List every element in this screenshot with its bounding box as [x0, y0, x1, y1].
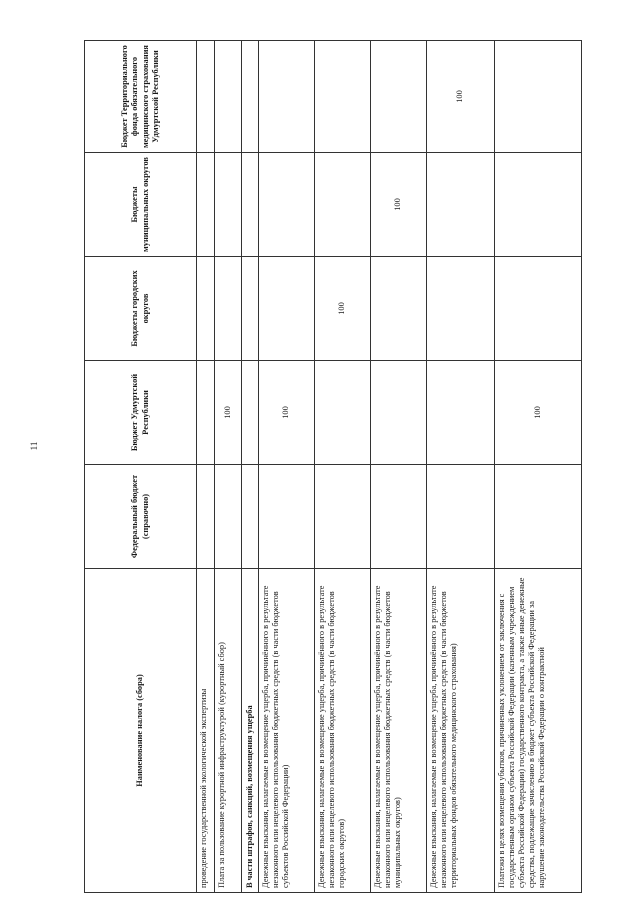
cell-city: [215, 257, 242, 361]
cell-city: [427, 257, 495, 361]
table-row: [371, 41, 427, 893]
cell-city: [197, 257, 215, 361]
cell-udmurt: [427, 361, 495, 465]
cell-municipal: [197, 153, 215, 257]
cell-federal: [371, 465, 427, 569]
row-name: Денежные взыскания, налагаемые в возмещение ущерба, причинённого в результате незаконного или нецелевого использования бюджетных средств (в части бюджетов муниципальных округов): [371, 569, 427, 893]
cell-city: [495, 257, 582, 361]
row-name: Платежи в целях возмещения убытков, причиненных уклонением от заключения с государственным органом субъекта Российской Федерации (казенным учреждением субъекта Российской Федерации) государственного контракта, а также иные денежные средства, подлежащие зачислению в бюджет субъекта Российской Федерации за нарушение законодательства Российской Федерации о контрактной: [495, 569, 582, 893]
row-name: Плата за пользование курортной инфраструктурой (курортный сбор): [215, 569, 242, 893]
cell-federal: [242, 465, 259, 569]
row-name: проведение государственной экологической экспертизы: [197, 569, 215, 893]
cell-municipal: [427, 153, 495, 257]
cell-municipal: [315, 153, 371, 257]
row-name: Денежные взыскания, налагаемые в возмещение ущерба, причинённого в результате незаконного или нецелевого использования бюджетных средств (в части бюджетов субъектов Российской Федерации): [259, 569, 315, 893]
cell-udmurt: 100: [215, 361, 242, 465]
table-row: [259, 41, 315, 893]
cell-tfoms: [259, 41, 315, 153]
cell-city: [242, 257, 259, 361]
cell-tfoms: [197, 41, 215, 153]
rotated-page: [84, 41, 547, 893]
cell-tfoms: [315, 41, 371, 153]
cell-municipal: [495, 153, 582, 257]
table-row: [495, 41, 582, 893]
cell-udmurt: 100: [259, 361, 315, 465]
cell-tfoms: [215, 41, 242, 153]
column-header-municipal: Бюджеты муниципальных округов: [85, 153, 197, 257]
cell-federal: [197, 465, 215, 569]
table-header-row: [85, 41, 197, 893]
section-title: В части штрафов, санкций, возмещения ущерба: [242, 569, 259, 893]
cell-udmurt: 100: [495, 361, 582, 465]
page-number: 11: [29, 441, 39, 451]
row-name: Денежные взыскания, налагаемые в возмещение ущерба, причинённого в результате незаконного или нецелевого использования бюджетных средств (в части бюджетов городских округов): [315, 569, 371, 893]
cell-municipal: [259, 153, 315, 257]
cell-city: 100: [315, 257, 371, 361]
cell-udmurt: [315, 361, 371, 465]
cell-tfoms: 100: [427, 41, 495, 153]
cell-tfoms: [495, 41, 582, 153]
table-row: [215, 41, 242, 893]
cell-municipal: [242, 153, 259, 257]
cell-federal: [259, 465, 315, 569]
section-row: [242, 41, 259, 893]
cell-udmurt: [242, 361, 259, 465]
column-header-udmurt: Бюджет Удмуртской Республики: [85, 361, 197, 465]
cell-federal: [215, 465, 242, 569]
cell-city: [259, 257, 315, 361]
table-row: [427, 41, 495, 893]
cell-tfoms: [242, 41, 259, 153]
column-header-name: Наименование налога (сбора): [85, 569, 197, 893]
cell-udmurt: [197, 361, 215, 465]
column-header-federal: Федеральный бюджет (справочно): [85, 465, 197, 569]
cell-federal: [315, 465, 371, 569]
cell-municipal: [215, 153, 242, 257]
table-row: [197, 41, 215, 893]
table-row: [315, 41, 371, 893]
cell-federal: [427, 465, 495, 569]
column-header-city: Бюджеты городских округов: [85, 257, 197, 361]
cell-udmurt: [371, 361, 427, 465]
column-header-tfoms: Бюджет Территориального фонда обязательного медицинского страхования Удмуртской Республики: [85, 41, 197, 153]
tax-distribution-table: [84, 40, 582, 893]
cell-city: [371, 257, 427, 361]
cell-federal: [495, 465, 582, 569]
row-name: Денежные взыскания, налагаемые в возмещение ущерба, причинённого в результате незаконного или нецелевого использования бюджетных средств (в части бюджетов территориальных фондов обязательного медицинского страхования): [427, 569, 495, 893]
cell-tfoms: [371, 41, 427, 153]
cell-municipal: 100: [371, 153, 427, 257]
